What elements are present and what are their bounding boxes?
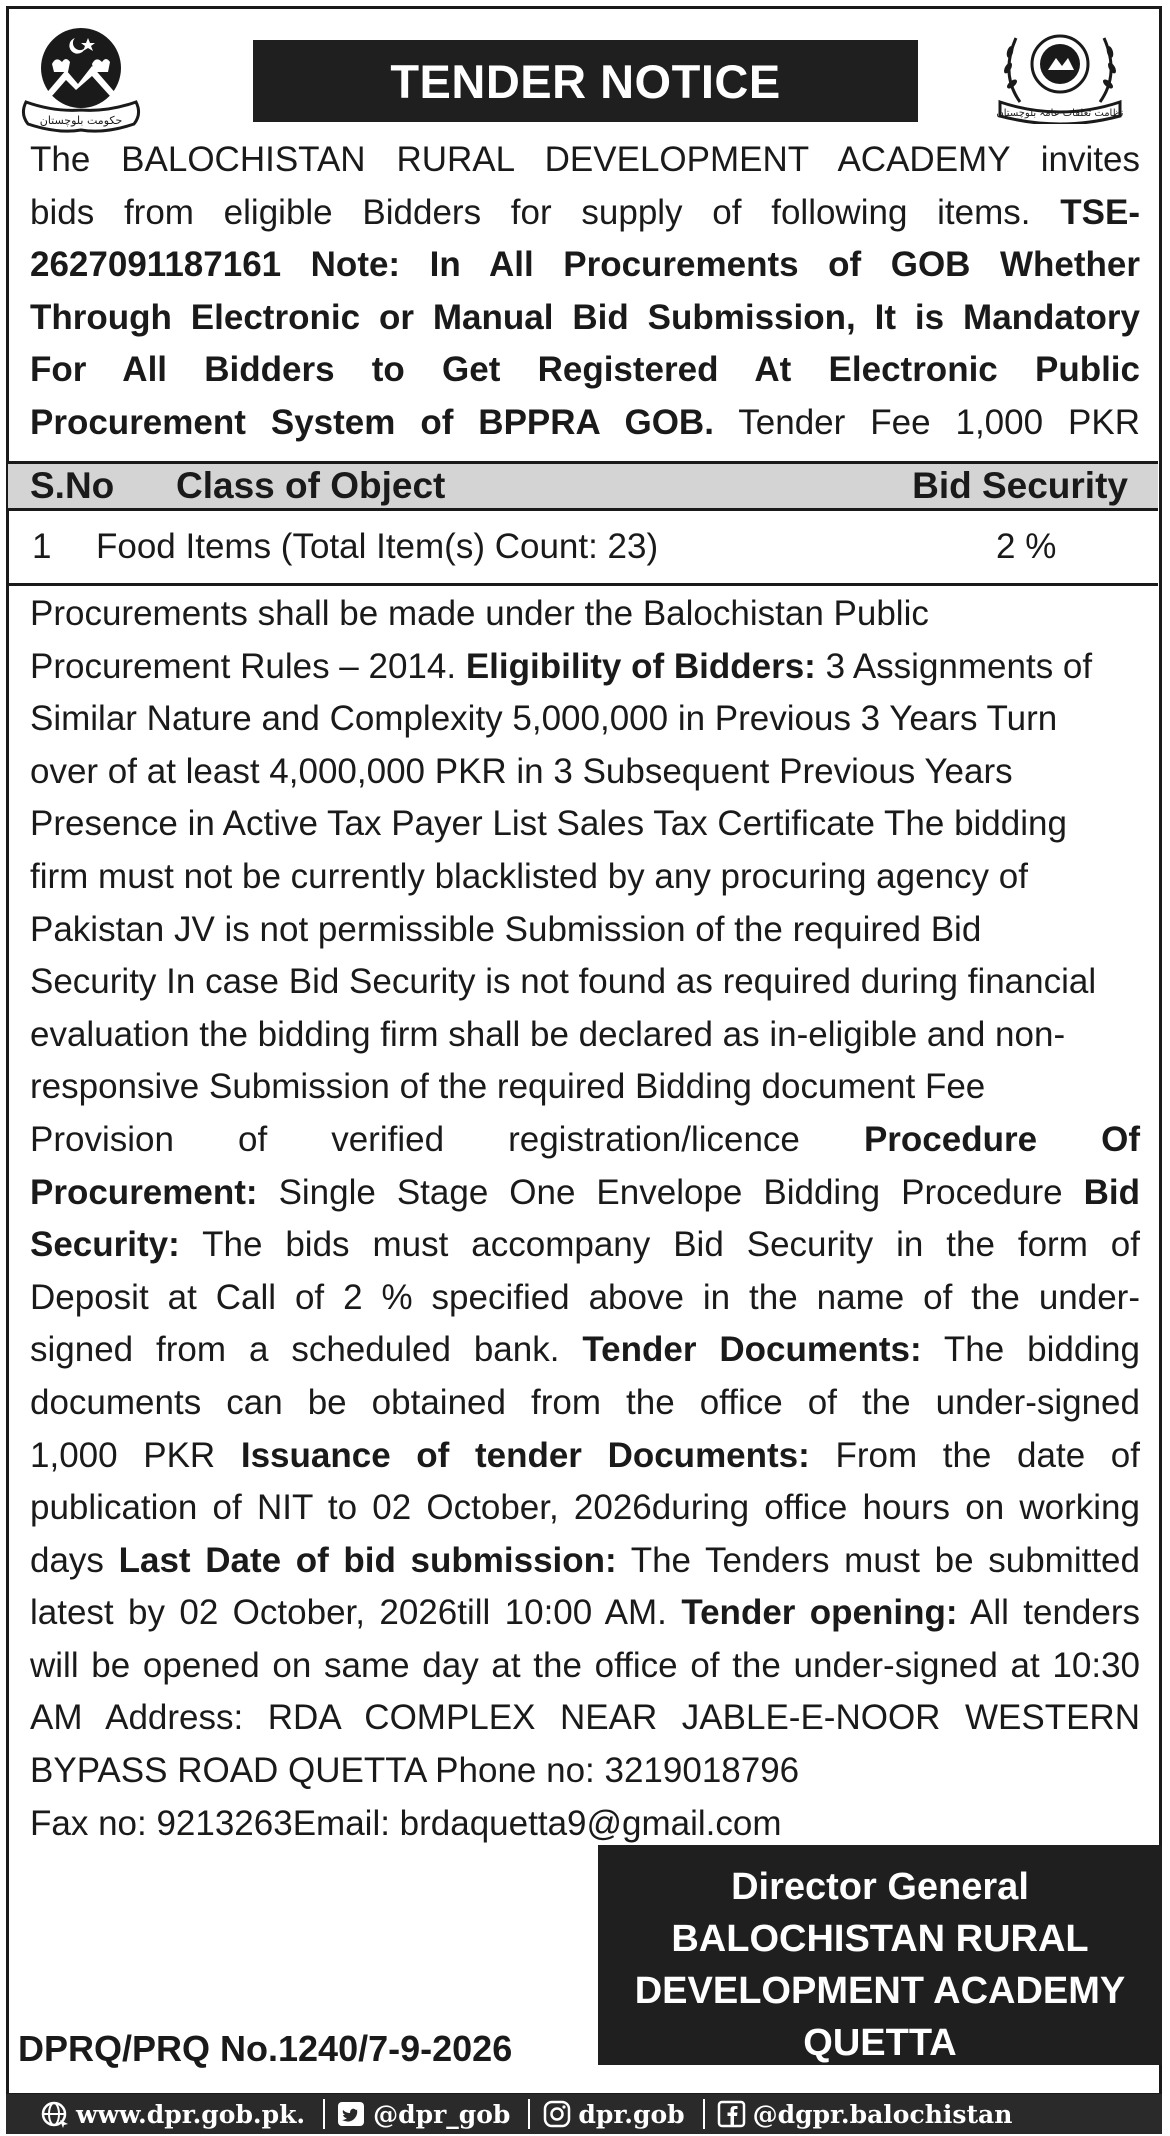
signature-block bbox=[598, 1845, 1162, 2065]
reference-number: DPRQ/PRQ No.1240/7-9-2026 bbox=[18, 2028, 513, 2069]
left-emblem-caption: حکومت بلوچستان bbox=[39, 114, 123, 127]
body-line: evaluation the bidding firm shall be declared as in-eligible and non- bbox=[30, 1014, 1066, 1054]
body-line: firm must not be currently blacklisted by any procuring agency of bbox=[30, 856, 1028, 896]
intro-note-line: Through Electronic or Manual Bid Submission, It is Mandatory bbox=[30, 297, 1140, 337]
procedure-heading: Procurement: bbox=[30, 1172, 258, 1212]
signatory-title: Director General bbox=[731, 1866, 1029, 1908]
website-link[interactable]: www.dpr.gob.pk. bbox=[76, 2099, 306, 2129]
intro-note-line: For All Bidders to Get Registered At Electronic Public bbox=[30, 350, 1140, 390]
twitter-handle[interactable]: @dpr_gob bbox=[373, 2099, 511, 2129]
tender-fee: Tender Fee 1,000 PKR bbox=[738, 402, 1141, 442]
body-text: latest by 02 October, 2026till 10:00 AM. bbox=[30, 1593, 667, 1633]
eligibility-heading: Eligibility of Bidders: bbox=[465, 646, 816, 686]
body-text: The bids must accompany Bid Security in the form of bbox=[202, 1225, 1140, 1265]
dgpr-emblem bbox=[990, 24, 1130, 124]
footer-bar bbox=[6, 2094, 1162, 2134]
tender-opening-heading: Tender opening: bbox=[681, 1593, 958, 1633]
header-class-of-object: Class of Object bbox=[176, 465, 446, 506]
body-line: AM Address: RDA COMPLEX NEAR JABLE-E-NOOR WESTERN bbox=[30, 1698, 1140, 1738]
body-text: days bbox=[30, 1540, 104, 1580]
intro-note-line: 2627091187161 Note: In All Procurements of GOB Whether bbox=[30, 245, 1140, 285]
signatory-city: QUETTA bbox=[803, 2022, 957, 2064]
bppra-note: Procurement System of BPPRA GOB. bbox=[30, 402, 714, 442]
body-text: signed from a scheduled bank. bbox=[30, 1330, 560, 1370]
body-line: Fax no: 9213263Email: brdaquetta9@gmail.com bbox=[30, 1803, 782, 1843]
body-line: responsive Submission of the required Bidding document Fee bbox=[30, 1067, 986, 1107]
body-line: Similar Nature and Complexity 5,000,000 in Previous 3 Years Turn bbox=[30, 699, 1058, 739]
body-text: From the date of bbox=[835, 1435, 1140, 1475]
body-line bbox=[30, 1587, 1140, 1640]
body-line bbox=[30, 1219, 1140, 1272]
globe-icon bbox=[40, 2100, 70, 2128]
row-sno: 1 bbox=[32, 527, 52, 566]
body-text: 1,000 PKR bbox=[30, 1435, 216, 1475]
bid-security-heading: Security: bbox=[30, 1225, 180, 1265]
footer-facebook[interactable] bbox=[717, 2100, 1013, 2129]
footer-website[interactable] bbox=[40, 2100, 305, 2129]
body-text: Procurement Rules – 2014. bbox=[30, 646, 457, 686]
body-line: will be opened on same day at the office of the under-signed at 10:30 bbox=[30, 1645, 1140, 1685]
body-line: documents can be obtained from the office of the under-signed bbox=[30, 1382, 1140, 1422]
items-table bbox=[8, 461, 1158, 586]
bid-security-heading: Bid bbox=[1083, 1172, 1140, 1212]
body-line bbox=[30, 1535, 1140, 1588]
intro-line bbox=[30, 187, 1140, 240]
body-line bbox=[30, 641, 1140, 694]
procedure-heading: Procedure Of bbox=[863, 1119, 1140, 1159]
tender-id-prefix: TSE- bbox=[1060, 192, 1140, 232]
body-line: Presence in Active Tax Payer List Sales Tax Certificate The bidding bbox=[30, 804, 1067, 844]
body-text: Provision of verified registration/licence bbox=[30, 1119, 800, 1159]
body-line bbox=[30, 1324, 1140, 1377]
twitter-icon bbox=[337, 2100, 367, 2128]
header-sno: S.No bbox=[30, 465, 115, 506]
body-line: publication of NIT to 02 October, 2026during office hours on working bbox=[30, 1488, 1140, 1528]
facebook-handle[interactable]: @dgpr.balochistan bbox=[752, 2099, 1013, 2129]
footer-twitter[interactable] bbox=[337, 2100, 510, 2129]
right-emblem-caption: نظامت تعلقات عامہ بلوچستان bbox=[996, 108, 1124, 119]
balochistan-government-emblem bbox=[18, 24, 144, 136]
table-header bbox=[8, 461, 1158, 511]
body-line: Pakistan JV is not permissible Submission of the required Bid bbox=[30, 909, 982, 949]
signatory-org: BALOCHISTAN RURAL bbox=[671, 1918, 1089, 1960]
body-text: The bidding bbox=[943, 1330, 1140, 1370]
footer-divider bbox=[528, 2099, 530, 2129]
last-date-heading: Last Date of bid submission: bbox=[118, 1540, 617, 1580]
body-line bbox=[30, 1114, 1140, 1167]
intro-text: bids from eligible Bidders for supply of following items. bbox=[30, 192, 1031, 232]
body-line: BYPASS ROAD QUETTA Phone no: 3219018796 bbox=[30, 1751, 800, 1791]
body-line: Security In case Bid Security is not found as required during financial bbox=[30, 962, 1097, 1002]
instagram-handle[interactable]: dpr.gob bbox=[578, 2099, 685, 2129]
footer-instagram[interactable] bbox=[542, 2100, 684, 2129]
intro-line: The BALOCHISTAN RURAL DEVELOPMENT ACADEMY invites bbox=[30, 140, 1140, 179]
conditions-paragraph bbox=[30, 588, 1140, 1850]
body-text: Single Stage One Envelope Bidding Procedure bbox=[278, 1172, 1063, 1212]
issuance-heading: Issuance of tender Documents: bbox=[240, 1435, 810, 1475]
body-line bbox=[30, 1167, 1140, 1220]
tender-documents-heading: Tender Documents: bbox=[582, 1330, 922, 1370]
body-line: Deposit at Call of 2 % specified above in the name of the under- bbox=[30, 1277, 1140, 1317]
body-line bbox=[30, 1430, 1140, 1483]
body-text: 3 Assignments of bbox=[825, 646, 1093, 686]
body-text: The Tenders must be submitted bbox=[630, 1540, 1140, 1580]
facebook-icon bbox=[717, 2100, 747, 2128]
instagram-icon bbox=[542, 2100, 572, 2128]
tender-notice-title: TENDER NOTICE bbox=[253, 40, 918, 122]
intro-paragraph bbox=[30, 134, 1140, 450]
row-class-of-object: Food Items (Total Item(s) Count: 23) bbox=[96, 527, 659, 566]
footer-divider bbox=[323, 2099, 325, 2129]
intro-line bbox=[30, 397, 1140, 450]
body-line: over of at least 4,000,000 PKR in 3 Subsequent Previous Years bbox=[30, 751, 1013, 791]
row-bid-security: 2 % bbox=[996, 527, 1057, 566]
signatory-org: DEVELOPMENT ACADEMY bbox=[634, 1970, 1126, 2012]
body-text: All tenders bbox=[969, 1593, 1141, 1633]
table-row bbox=[8, 511, 1158, 586]
header-bid-security: Bid Security bbox=[912, 465, 1128, 506]
footer-divider bbox=[703, 2099, 705, 2129]
body-line: Procurements shall be made under the Balochistan Public bbox=[30, 594, 929, 633]
